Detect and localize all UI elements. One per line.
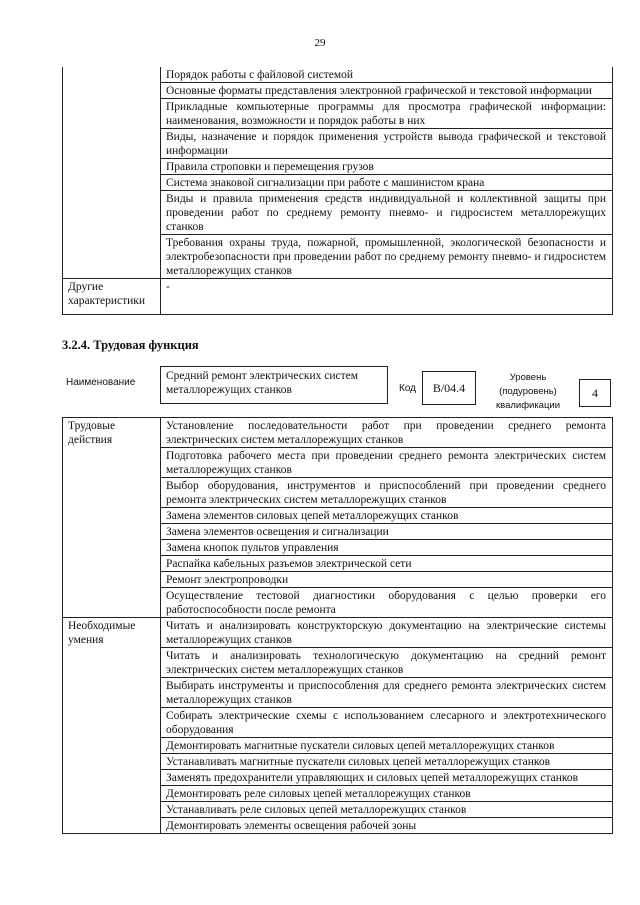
- table-row: Демонтировать реле силовых цепей металлорежущих станков: [161, 786, 613, 802]
- table-row: Правила строповки и перемещения грузов: [161, 159, 613, 175]
- table-row: Замена элементов освещения и сигнализации: [161, 524, 613, 540]
- table-row: Заменять предохранители управляющих и силовых цепей металлорежущих станков: [161, 770, 613, 786]
- code-label: Код: [399, 383, 417, 394]
- other-characteristics-label: Другие характеристики: [63, 279, 161, 315]
- table-row: Устанавливать магнитные пускатели силовых цепей металлорежущих станков: [161, 754, 613, 770]
- knowledge-label-cell: [63, 67, 161, 279]
- level-label: [488, 371, 568, 412]
- level-value: 4: [579, 379, 611, 407]
- name-label: Наименование: [66, 377, 136, 388]
- function-table: [62, 417, 613, 834]
- table-row: Основные форматы представления электронной графической и текстовой информации: [161, 83, 613, 99]
- table-row: Демонтировать элементы освещения рабочей зоны: [161, 818, 613, 834]
- table-row: Устанавливать реле силовых цепей металлорежущих станков: [161, 802, 613, 818]
- table-row: Прикладные компьютерные программы для просмотра графической информации: наименования, возможности и порядок работы в них: [161, 99, 613, 129]
- table-row: Система знаковой сигнализации при работе с машинистом крана: [161, 175, 613, 191]
- table-row: Виды и правила применения средств индивидуальной и коллективной защиты при проведении работ по среднему ремонту пневмо- и гидросистем металлорежущих станков: [161, 191, 613, 235]
- name-value: Средний ремонт электрических систем металлорежущих станков: [160, 366, 388, 404]
- level-label-line: (подуровень): [499, 385, 557, 397]
- table-row: Виды, назначение и порядок применения устройств вывода графической и текстовой информации: [161, 129, 613, 159]
- table-row: Замена элементов силовых цепей металлорежущих станков: [161, 508, 613, 524]
- table-row: Порядок работы с файловой системой: [161, 67, 613, 83]
- table-row: Выбирать инструменты и приспособления для среднего ремонта электрических систем металлорежущих станков: [161, 678, 613, 708]
- labor-actions-label: Трудовые действия: [63, 418, 161, 618]
- table-row: Распайка кабельных разъемов электрической сети: [161, 556, 613, 572]
- required-skills-label: Необходимые умения: [63, 618, 161, 834]
- section-title: 3.2.4. Трудовая функция: [62, 338, 199, 352]
- table-row: Осуществление тестовой диагностики оборудования с целью проверки его работоспособности после ремонта: [161, 588, 613, 618]
- knowledge-table: [62, 67, 613, 315]
- code-value: В/04.4: [422, 371, 476, 405]
- table-row: Подготовка рабочего места при проведении среднего ремонта электрических систем металлорежущих станков: [161, 448, 613, 478]
- table-row: Выбор оборудования, инструментов и приспособлений при проведении среднего ремонта электрических систем металлорежущих станков: [161, 478, 613, 508]
- table-row: Требования охраны труда, пожарной, промышленной, экологической безопасности и электробезопасности при проведении работ по среднему ремонту пневмо- и гидросистем металлорежущих станков: [161, 235, 613, 279]
- table-row: Замена кнопок пультов управления: [161, 540, 613, 556]
- other-characteristics-value: -: [161, 279, 613, 315]
- level-label-line: квалификации: [495, 399, 561, 411]
- table-row: Установление последовательности работ при проведении среднего ремонта электрических систем металлорежущих станков: [161, 418, 613, 448]
- table-row: Собирать электрические схемы с использованием слесарного и электротехнического оборудования: [161, 708, 613, 738]
- page-number: 29: [314, 37, 326, 49]
- table-row: Демонтировать магнитные пускатели силовых цепей металлорежущих станков: [161, 738, 613, 754]
- table-row: Ремонт электропроводки: [161, 572, 613, 588]
- table-row: Читать и анализировать технологическую документацию на средний ремонт электрических систем металлорежущих станков: [161, 648, 613, 678]
- level-label-line: Уровень: [509, 372, 547, 383]
- table-row: Читать и анализировать конструкторскую документацию на электрические системы металлорежущих станков: [161, 618, 613, 648]
